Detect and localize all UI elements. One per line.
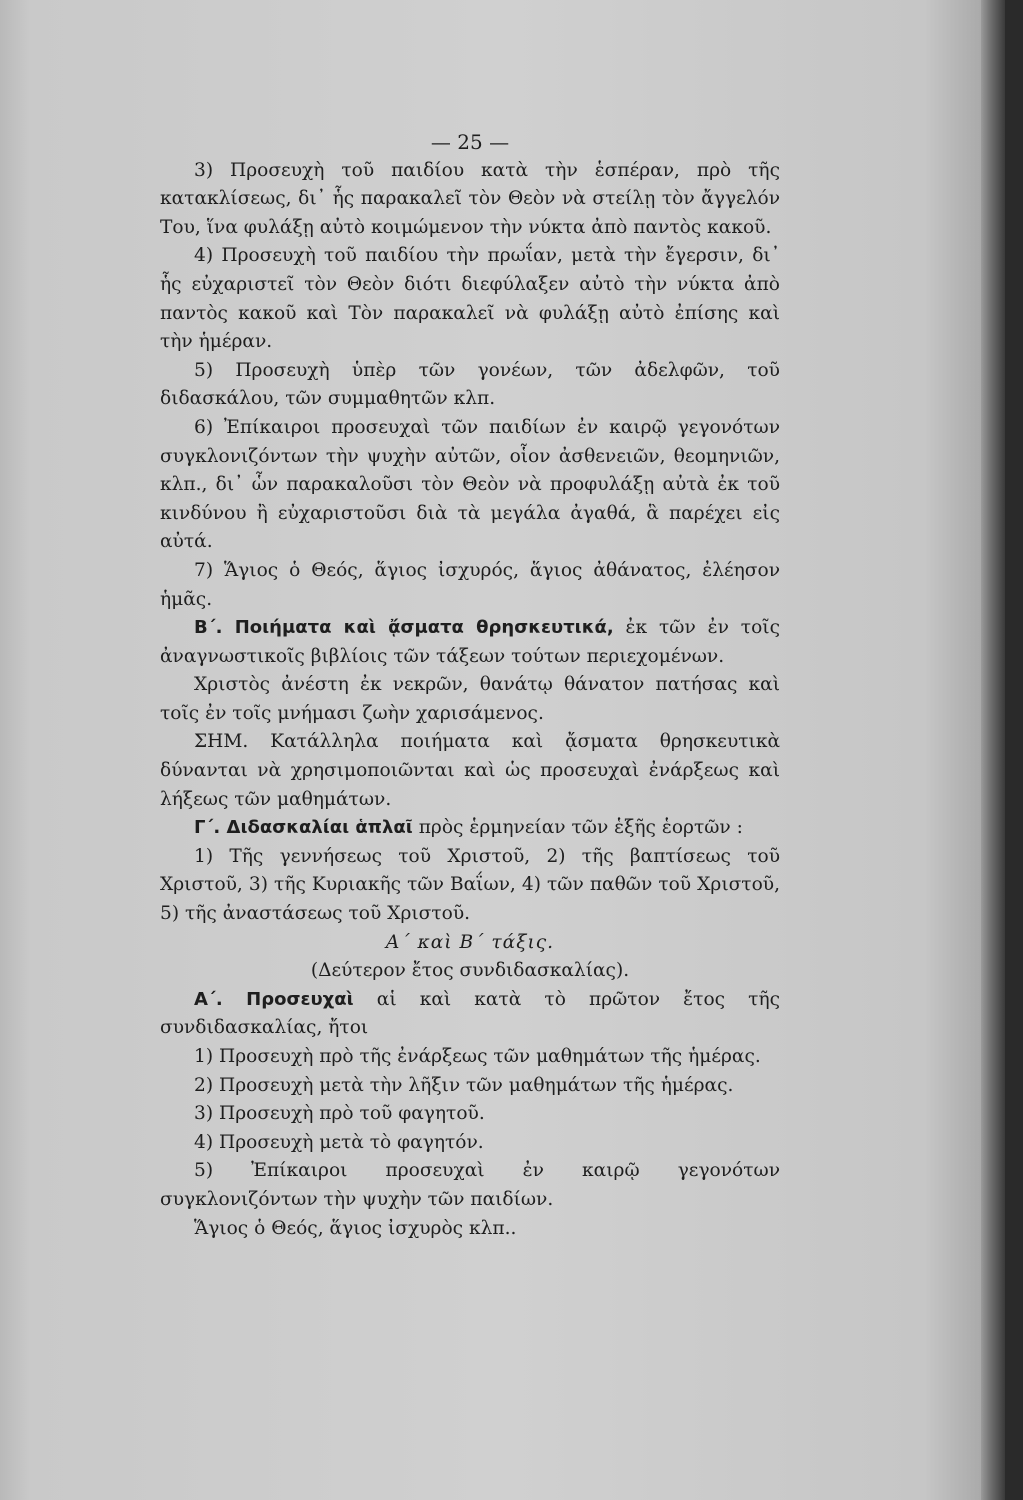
feasts-list: 1) Τῆς γεννήσεως τοῦ Χριστοῦ, 2) τῆς βαπτίσεως τοῦ Χριστοῦ, 3) τῆς Κυριακῆς τῶν Βαΐων, 4) τῶν παθῶν τοῦ Χριστοῦ, 5) τῆς ἀναστάσεως τοῦ Χριστοῦ. [160, 845, 780, 925]
class-subtitle: (Δεύτερον ἔτος συνδιδασκαλίας). [310, 960, 630, 982]
section-b [160, 614, 780, 671]
list-item: 3) Προσευχὴ πρὸ τοῦ φαγητοῦ. [194, 1103, 485, 1125]
section-b-text: ἐκ τῶν ἐν τοῖς ἀναγνωστικοῖς βιβλίοις τῶν τάξεων τούτων περιεχομένων. [160, 617, 780, 667]
list-item: 1) Προσευχὴ πρὸ τῆς ἐνάρξεως τῶν μαθημάτων τῆς ἡμέρας. [194, 1046, 761, 1067]
list-item: Ἅγιος ὁ Θεός, ἅγιος ἰσχυρὸς κλπ.. [194, 1217, 517, 1239]
page-edge-shadow [981, 0, 1005, 1500]
section-c-text: πρὸς ἑρμηνείαν τῶν ἑξῆς ἑορτῶν : [412, 817, 743, 839]
class-heading: Α΄ καὶ Β΄ τάξις. [385, 931, 555, 953]
list-item: 5) Ἐπίκαιροι προσευχαὶ ἐν καιρῷ γεγονότων συγκλονιζόντων τὴν ψυχὴν τῶν παιδίων. [160, 1160, 780, 1210]
section-a-label: Α΄. Προσευχαὶ [194, 988, 354, 1010]
section-c-label: Γ΄. Διδασκαλίαι ἁπλαῖ [194, 817, 413, 839]
paragraph-prayer-7: 7) Ἅγιος ὁ Θεός, ἅγιος ἰσχυρός, ἅγιος ἀθάνατος, ἐλέησον ἡμᾶς. [160, 559, 780, 610]
section-a-text: αἱ καὶ κατὰ τὸ πρῶτον ἔτος τῆς συνδιδασκαλίας, ἤτοι [160, 988, 780, 1039]
paragraph-prayer-4: 4) Προσευχὴ τοῦ παιδίου τὴν πρωΐαν, μετὰ τὴν ἔγερσιν, δι᾽ ἧς εὐχαριστεῖ τὸν Θεὸν διότι διεφύλαξεν αὐτὸ τὴν νύκτα ἀπὸ παντὸς κακοῦ καὶ Τὸν παρακαλεῖ νὰ φυλάξῃ αὐτὸ ἐπίσης καὶ τὴν ἡμέραν. [160, 245, 780, 353]
section-c [160, 814, 780, 843]
list-item: 2) Προσευχὴ μετὰ τὴν λῆξιν τῶν μαθημάτων τῆς ἡμέρας. [194, 1074, 734, 1096]
page-number: — 25 — [430, 130, 510, 154]
list-item: 4) Προσευχὴ μετὰ τὸ φαγητόν. [194, 1131, 484, 1153]
section-b-label: Β΄. Ποιήματα καὶ ᾄσματα θρησκευτικά, [194, 617, 614, 639]
note-text: ΣΗΜ. Κατάλληλα ποιήματα καὶ ᾄσματα θρησκευτικὰ δύνανται νὰ χρησιμοποιῶνται καὶ ὡς προσευχαὶ ἐνάρξεως καὶ λήξεως τῶν μαθημάτων. [160, 731, 780, 810]
hymn-text: Χριστὸς ἀνέστη ἐκ νεκρῶν, θανάτῳ θάνατον πατήσας καὶ τοῖς ἐν τοῖς μνήμασι ζωὴν χαρισάμενος. [160, 674, 780, 724]
section-a [160, 986, 780, 1043]
paragraph-prayer-3: 3) Προσευχὴ τοῦ παιδίου κατὰ τὴν ἑσπέραν, πρὸ τῆς κατακλίσεως, δι᾽ ἧς παρακαλεῖ τὸν Θεὸν νὰ στείλῃ τὸν ἄγγελόν Του, ἵνα φυλάξῃ αὐτὸ κοιμώμενον τὴν νύκτα ἀπὸ παντὸς κακοῦ. [160, 159, 780, 238]
paragraph-prayer-6: 6) Ἐπίκαιροι προσευχαὶ τῶν παιδίων ἐν καιρῷ γεγονότων συγκλονιζόντων τὴν ψυχὴν αὐτῶν, οἷον ἀσθενειῶν, θεομηνιῶν, κλπ., δι᾽ ὧν παρακαλοῦσι τὸν Θεὸν νὰ προφυλάξῃ αὐτὰ ἐκ τοῦ κινδύνου ἢ εὐχαριστοῦσι διὰ τὰ μεγάλα ἀγαθά, ἃ παρέχει εἰς αὐτά. [160, 416, 780, 553]
page-content [160, 128, 780, 1243]
paragraph-prayer-5: 5) Προσευχὴ ὑπὲρ τῶν γονέων, τῶν ἀδελφῶν, τοῦ διδασκάλου, τῶν συμμαθητῶν κλπ. [160, 359, 780, 410]
